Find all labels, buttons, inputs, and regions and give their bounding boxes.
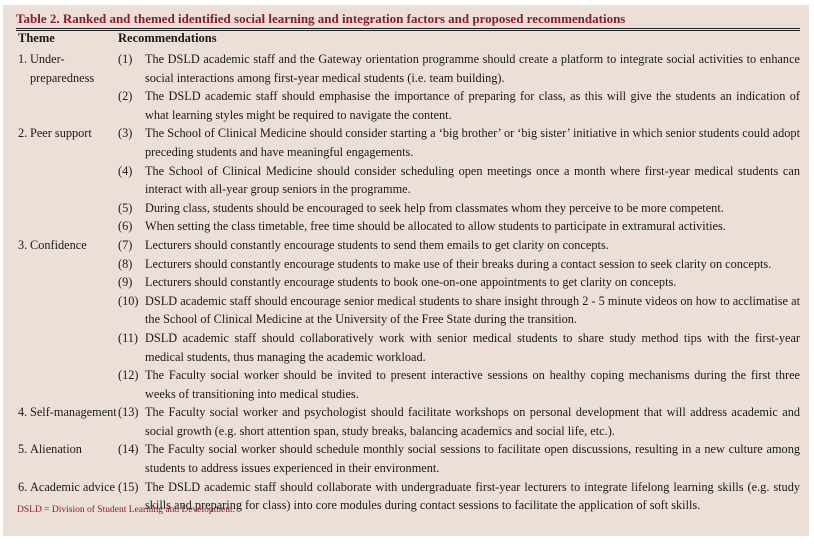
recommendation-item — [118, 162, 800, 199]
theme-cell — [16, 236, 118, 403]
recommendation-text: Lecturers should constantly encourage students to make use of their breaks during a contact session to seek clarity on concepts. — [145, 256, 772, 271]
theme-number: 4. — [18, 405, 28, 420]
recommendation-text: When setting the class timetable, free time should be allocated to allow students to participate in extramural activities. — [145, 219, 726, 234]
header-recommendations: Recommendations — [118, 31, 217, 45]
recommendation-number: (12) — [118, 368, 139, 383]
table-row — [16, 440, 800, 477]
recommendations-cell — [118, 124, 800, 236]
recommendation-number: (6) — [118, 219, 133, 234]
recommendation-item — [118, 124, 800, 161]
theme-label: Peer support — [30, 126, 92, 141]
recommendation-number: (10) — [118, 293, 139, 308]
recommendation-text: The DSLD academic staff should emphasise the importance of preparing for class, as this will give the students an indication of what learning styles might be required to navigate the content. — [145, 89, 800, 122]
recommendation-text: The Faculty social worker should be invited to present interactive sessions on healthy coping mechanisms during the first three weeks of transitioning into medical studies. — [145, 368, 800, 401]
table-title: Table 2. Ranked and themed identified social learning and integration factors and proposed recommendations — [16, 11, 800, 29]
recommendation-text: Lecturers should constantly encourage students to send them emails to get clarity on concepts. — [145, 237, 609, 252]
theme-cell — [16, 124, 118, 236]
recommendations-cell — [118, 236, 800, 403]
theme-cell — [16, 440, 118, 477]
theme-number: 5. — [18, 442, 28, 457]
recommendation-item — [118, 236, 800, 255]
theme-number: 3. — [18, 237, 28, 252]
table-row — [16, 236, 800, 403]
recommendation-item — [118, 329, 800, 366]
theme-label: Academic advice — [30, 479, 116, 494]
recommendation-text: DSLD academic staff should collaboratively work with senior medical students to share study method tips with the first-year medical students, thus managing the academic workload. — [145, 330, 800, 364]
recommendation-number: (15) — [118, 479, 139, 494]
recommendation-number: (5) — [118, 200, 133, 215]
recommendation-text: The DSLD academic staff and the Gateway orientation programme should create a platform to integrate social activities to enhance social interactions among first-year medical students (i.e. team building). — [145, 52, 800, 85]
recommendation-text: The DSLD academic staff should collaborate with undergraduate first-year lecturers to integrate lifelong learning skills (e.g. study skills and preparing for class) into core modules during contact sessions to facilitate the application of soft skills. — [145, 479, 800, 513]
table-panel — [3, 5, 809, 536]
recommendation-text: During class, students should be encouraged to seek help from classmates whom they perceive to be more competent. — [145, 200, 724, 215]
recommendation-number: (9) — [118, 275, 133, 290]
table-body — [16, 50, 800, 515]
recommendations-cell — [118, 403, 800, 440]
table-row — [16, 50, 800, 124]
recommendation-number: (7) — [118, 237, 133, 252]
recommendation-number: (4) — [118, 163, 133, 178]
theme-cell — [16, 403, 118, 440]
header-theme: Theme — [18, 31, 55, 45]
theme-label: Alienation — [30, 442, 82, 457]
recommendation-text: The School of Clinical Medicine should consider starting a ‘big brother’ or ‘big sister’ initiative in which senior students could adopt preceding students and have meaningful engagements. — [145, 126, 800, 159]
recommendation-item — [118, 366, 800, 403]
footnote: DSLD = Division of Student Learning and Development. — [17, 505, 236, 515]
recommendation-item — [118, 217, 800, 236]
recommendation-item — [118, 50, 800, 87]
recommendations-cell — [118, 50, 800, 124]
theme-cell — [16, 50, 118, 124]
table-row — [16, 124, 800, 236]
table-row — [16, 403, 800, 440]
table-header — [16, 30, 800, 45]
theme-number: 6. — [18, 479, 28, 494]
recommendation-number: (3) — [118, 126, 133, 141]
recommendation-text: Lecturers should constantly encourage students to book one-on-one appointments to get clarity on concepts. — [145, 275, 677, 290]
recommendation-number: (13) — [118, 405, 139, 420]
theme-label: Confidence — [30, 237, 87, 252]
recommendation-item — [118, 199, 800, 218]
theme-number: 1. — [18, 52, 28, 66]
recommendation-text: The Faculty social worker should schedule monthly social sessions to facilitate open discussions, resulting in a new culture among students to address issues experienced in their environment. — [145, 442, 800, 476]
recommendation-number: (2) — [118, 89, 133, 104]
recommendations-cell — [118, 440, 800, 477]
recommendation-item — [118, 87, 800, 124]
theme-number: 2. — [18, 126, 28, 141]
recommendation-number: (14) — [118, 442, 139, 457]
recommendation-text: DSLD academic staff should encourage senior medical students to share insight through 2 - 5 minute videos on how to acclimatise at the School of Clinical Medicine at the University of the Free State during the transition. — [145, 293, 800, 327]
recommendation-number: (8) — [118, 256, 133, 271]
recommendation-number: (11) — [118, 330, 139, 345]
recommendation-text: The Faculty social worker and psychologist should facilitate workshops on personal development that will address academic and social growth (e.g. short attention span, study breaks, balancing academics and social life, etc.). — [145, 405, 800, 438]
recommendation-item — [118, 440, 800, 477]
recommendation-item — [118, 292, 800, 329]
theme-label: Under-preparedness — [30, 52, 95, 85]
recommendation-text: The School of Clinical Medicine should consider scheduling open meetings once a month where first-year medical students can interact with all-year group seniors in the programme. — [145, 163, 800, 197]
recommendation-item — [118, 273, 800, 292]
recommendation-number: (1) — [118, 52, 133, 66]
recommendation-item — [118, 255, 800, 274]
theme-label: Self-management — [30, 405, 117, 420]
recommendation-item — [118, 403, 800, 440]
